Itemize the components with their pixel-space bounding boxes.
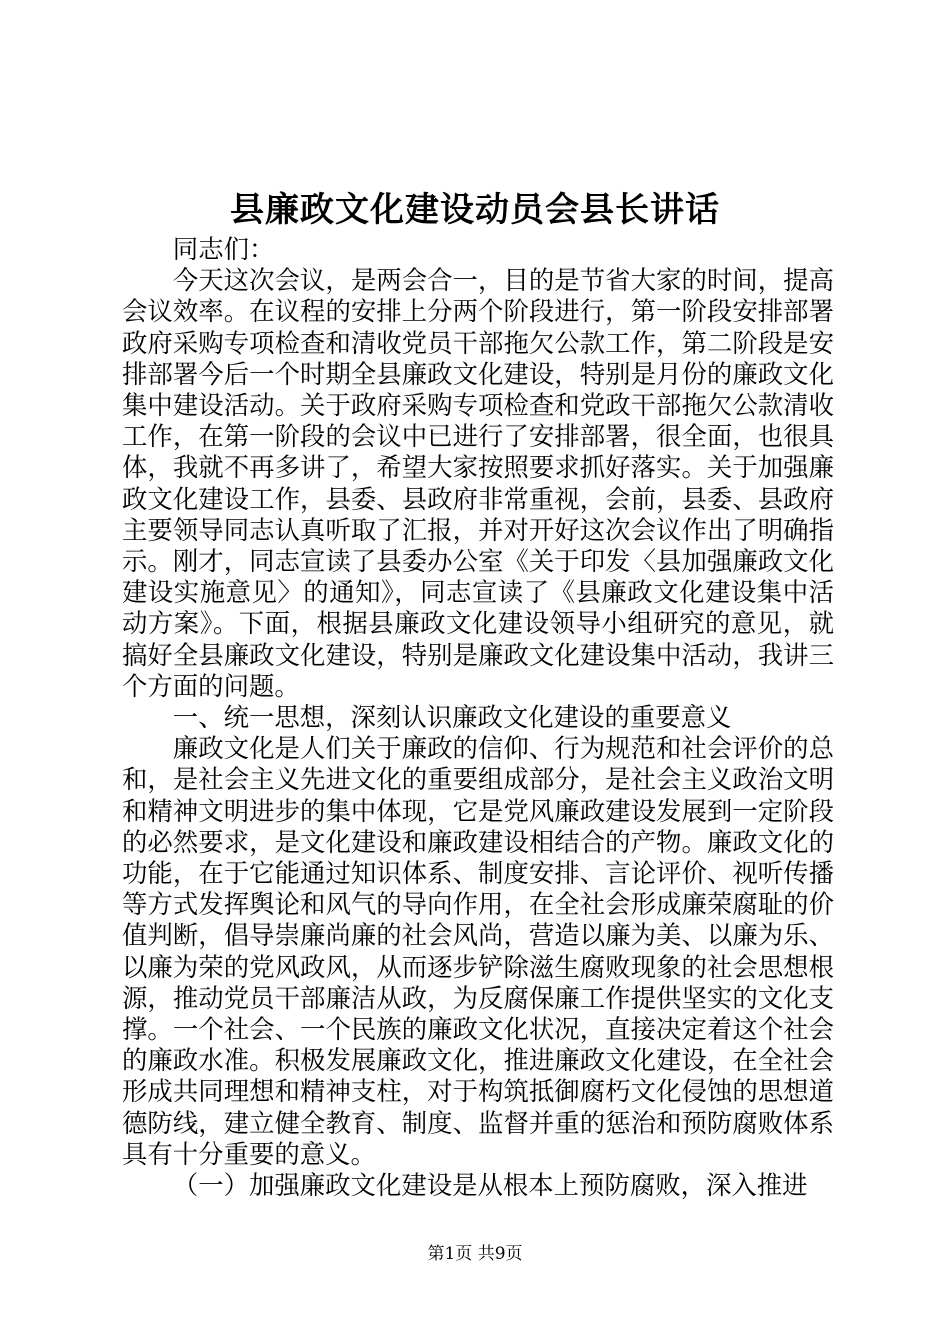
page-footer: 第1页 共9页: [427, 1244, 523, 1264]
section-heading-1: 一、统一思想，深刻认识廉政文化建设的重要意义: [172, 702, 732, 733]
document-title: 县廉政文化建设动员会县长讲话: [230, 190, 720, 230]
subsection-heading-1: （一）加强廉政文化建设是从根本上预防腐败，深入推进: [172, 1170, 808, 1201]
paragraph-section-1: 廉政文化是人们关于廉政的信仰、行为规范和社会评价的总和，是社会主义先进文化的重要组成部分，是社会主义政治文明和精神文明进步的集中体现，它是党风廉政建设发展到一定阶段的必然要求，是文化建设和廉政建设相结合的产物。廉政文化的功能，在于它能通过知识体系、制度安排、言论评价、视听传播等方式发挥舆论和风气的导向作用，在全社会形成廉荣腐耻的价值判断，倡导崇廉尚廉的社会风尚，营造以廉为美、以廉为乐、以廉为荣的党风政风，从而逐步铲除滋生腐败现象的社会思想根源，推动党员干部廉洁从政，为反腐保廉工作提供坚实的文化支撑。一个社会、一个民族的廉政文化状况，直接决定着这个社会的廉政水准。积极发展廉政文化，推进廉政文化建设，在全社会形成共同理想和精神支柱，对于构筑抵御腐朽文化侵蚀的思想道德防线，建立健全教育、制度、监督并重的惩治和预防腐败体系具有十分重要的意义。: [122, 733, 834, 1169]
salutation: 同志们：: [172, 234, 275, 264]
paragraph-intro: 今天这次会议，是两会合一，目的是节省大家的时间，提高会议效率。在议程的安排上分两个阶段进行，第一阶段安排部署政府采购专项检查和清收党员干部拖欠公款工作，第二阶段是安排部署今后一个时期全县廉政文化建设，特别是月份的廉政文化集中建设活动。关于政府采购专项检查和党政干部拖欠公款清收工作，在第一阶段的会议中已进行了安排部署，很全面，也很具体，我就不再多讲了，希望大家按照要求抓好落实。关于加强廉政文化建设工作，县委、县政府非常重视，会前，县委、县政府主要领导同志认真听取了汇报，并对开好这次会议作出了明确指示。刚才，同志宣读了县委办公室《关于印发〈县加强廉政文化建设实施意见〉的通知》，同志宣读了《县廉政文化建设集中活动方案》。下面，根据县廉政文化建设领导小组研究的意见，就搞好全县廉政文化建设，特别是廉政文化建设集中活动，我讲三个方面的问题。: [122, 265, 834, 701]
document-body: [122, 234, 834, 1201]
